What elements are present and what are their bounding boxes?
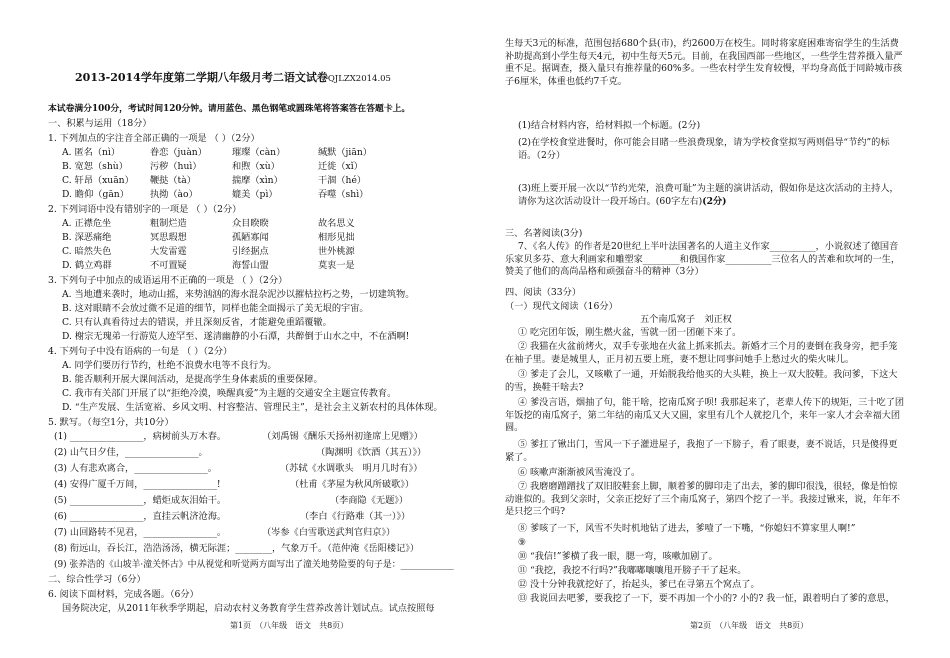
section-1-heading: 一、积累与运用（18分）	[48, 118, 152, 129]
question-2-option-cell: B. 深恶痛绝	[62, 232, 112, 243]
question-1-option-cell: 眷恋（juàn）	[150, 147, 207, 158]
question-1-option-cell: 鞭挞（tà）	[150, 175, 196, 186]
question-5-stem: 5. 默写。（每空1分，共10分）	[48, 417, 174, 428]
exam-title-text: 2013-2014学年度第二学期八年级月考二语文试卷	[75, 71, 328, 84]
recitation-line: (1) ________________，病树前头万木春。	[54, 431, 227, 442]
question-1-option-cell: 璀璨（càn）	[232, 147, 286, 158]
question-2-option-cell: C. 暗然失色	[62, 246, 112, 257]
question-2-option-cell: A. 正襟危坐	[62, 218, 112, 229]
essay-paragraph: ① 吃完团年饭，刚生燃火盆，雪就一团一团砸下来了。	[517, 327, 742, 338]
sub-question-2: (2)在学校食堂进餐时，你可能会目睹一些浪费现象，请为学校食堂拟写两则倡导“节约”的标语。（2分）	[518, 137, 890, 161]
question-1-option-cell: 执拗（ào）	[150, 189, 198, 200]
exam-title	[48, 70, 418, 86]
question-3-option: B. 这对眼睛不会放过微不足道的细节，同样也能全面揭示了美无垠的宇宙。	[62, 303, 369, 314]
question-2-option-cell: 大发雷霆	[150, 246, 187, 257]
question-1-option-cell: D. 瞻仰（gān）	[62, 189, 129, 200]
question-3-option: A. 当地遭来袭时，地动山摇，来势汹汹的海水混杂泥沙以摧枯拉朽之势，一切建筑物。	[62, 289, 415, 300]
recitation-line: (6) ________________，直挂云帆济沧海。	[54, 511, 227, 522]
subsection-modern-reading: （一）现代文阅读（16分）	[505, 301, 618, 312]
essay-paragraph: ⑪ “我挖，我挖不行吗?”我嘟嘟嚷嚷甩开膀子干了起来。	[517, 565, 747, 576]
question-2-option-cell: 孤陋寡闻	[232, 232, 269, 243]
essay-paragraph: ⑩ “我信!”爹横了我一眼，腮一弯，咳嗽加剧了。	[517, 551, 718, 562]
essay-paragraph: ② 我猫在火盆前烤火，双手专张地在火盆上抓来抓去。新婚才三个月的妻倒在我身旁，把手笼在袖子里。妻是城里人，正月初五要上班，妻不想让同事问她手上愁过火的柴火味儿。	[505, 341, 898, 365]
recitation-source: （岑参《白雪歌送武判官归京》）	[262, 527, 396, 538]
recitation-line: (7) 山回路转不见君，________________。	[54, 527, 227, 538]
question-4-option: D. “生产发展、生活宽裕、乡风文明、村容整洁、管理民主”，是社会主义新农村的具体体现。	[62, 402, 443, 413]
recitation-line: (2) 山气日夕佳，________________。	[54, 447, 208, 458]
section-4-heading: 四、阅读（33分）	[505, 287, 582, 298]
question-4-option: A. 同学们要历行节约，杜绝不浪费水电等不良行为。	[62, 360, 277, 371]
recitation-line: (9) 张养浩的《山坡羊·潼关怀古》中从视觉和听觉两方面写出了潼关地势险要的句子是：____________	[54, 560, 454, 570]
question-2-option-cell: 引经据点	[232, 246, 269, 257]
question-4-stem: 4. 下列句子中没有语病的一句是 （ ）（2分）	[48, 346, 233, 357]
question-1-option-cell: B. 宽恕（shù）	[62, 161, 128, 172]
question-1-option-cell: 迁徙（xǐ）	[318, 161, 363, 172]
essay-paragraph: ⑥ 咳嗽声渐渐被风雪淹没了。	[517, 467, 641, 478]
question-1-stem: 1. 下列加点的字注音全部正确的一项是 （ ）（2分）	[48, 133, 260, 144]
question-2-option-cell: 众目睽睽	[232, 218, 269, 229]
question-2-option-cell: 海誓山盟	[232, 260, 269, 271]
essay-paragraph: ⑨	[517, 537, 527, 548]
question-6-stem: 6. 阅读下面材料，完成各题。（6分）	[48, 589, 199, 600]
question-2-option-cell: 不可置疑	[150, 260, 187, 271]
recitation-line: (4) 安得广厦千万间，________________!	[54, 479, 221, 490]
question-4-option: C. 我市有关部门开展了以“拒绝冷漠，唤醒真爱”为主题的交通安全主题宣传教育。	[62, 388, 397, 399]
question-2-option-cell: 粗制烂造	[150, 218, 187, 229]
question-2-option-cell: 相形见拙	[318, 232, 355, 243]
material-paragraph: 生每天3元的标准，范围包括680个县(市)，约2600万在校生。同时将家庭困难寄宿学生的生活费补助提高到小学生每天4元，初中生每天5元。目前，在我国西部一些地区，一些学生营养摄入量严重不足。据调查，摄入量只有推荐量的60%多。一些农村学生发育较慢，平均身高低于同龄城市孩子6厘米，体重也低约7千克。	[505, 38, 903, 88]
essay-paragraph: ⑬ 我说回去吧爹，要我挖了一下，要不再加一个小的? 小的? 我一怔，跟着明白了爹的意思，	[517, 593, 895, 604]
sub-question-1: (1)结合材料内容，给材料拟一个标题。(2分)	[518, 120, 701, 131]
recitation-source: （陶渊明《饮酒（其五）》）	[316, 447, 427, 458]
question-2-option-cell: 世外桃源	[318, 246, 355, 257]
essay-paragraph: ④ 爹没言语，烟抽了句，能干啥，挖南瓜窝子呗! 我那起来了，老辈人传下的规矩，三十吃了团年饭挖的南瓜窝子，第二年结的南瓜又大又圆，家里有几个人就挖几个，来年一家人才会幸福大团圆。	[505, 397, 905, 434]
sub-question-3-text: (3)班上要开展一次以“节约光荣，浪费可耻”为主题的演讲活动，假如你是这次活动的主持人，请你为这次活动设计一段开场白。(60字左右)	[518, 183, 899, 207]
essay-paragraph: ⑫ 没十分钟我就挖好了，抬起头，爹已在寻第五个窝点了。	[517, 579, 760, 590]
sub-question-3-score: (2分)	[702, 195, 727, 207]
recitation-line: (5) ________________，蜡炬成灰泪始干。	[54, 495, 227, 506]
question-1-option-cell: 污秽（huì）	[150, 161, 202, 172]
question-1-option-cell: 和煦（xù）	[232, 161, 280, 172]
question-7: 7、《名人传》的作者是20世纪上半叶法国著名的人道主义作家__________，小说叙述了德国音乐家贝多芬、意大利画家和雕塑家________和俄国作家__________三位名人的苦难和坎坷的一生，赞美了他们的高尚品格和顽强奋斗的精神（3分）	[505, 241, 901, 278]
essay-title: 五个南瓜窝子 刘正权	[640, 314, 732, 325]
question-1-option-cell: 吞噬（shì）	[318, 189, 369, 200]
question-1-option-cell: 干涸（hé）	[318, 175, 367, 186]
footer-page-1: 第1页 （八年级 语文 共8页）	[230, 621, 349, 630]
question-3-option: D. 榭宗无瑰弟一行游览人迹罕至、遂清幽静的小石潭，共醉倒于山水之中，不在酒啊!	[62, 331, 410, 342]
question-2-option-cell: 故名思义	[318, 218, 355, 229]
recitation-line: (3) 人有悲欢离合，________________。	[54, 463, 217, 474]
question-1-option-cell: 缄默（jiān）	[318, 147, 372, 158]
question-1-option-cell: C. 轩昂（xuān）	[62, 175, 134, 186]
question-2-option-cell: 冥思瑕想	[150, 232, 187, 243]
recitation-source: （李商隐《无题》）	[330, 495, 409, 506]
recitation-source: （杜甫《茅屋为秋风所破歌》）	[290, 479, 415, 490]
essay-paragraph: ⑦ 我磨磨蹭蹭找了双旧胶鞋套上脚，顺着爹的脚印走了出去，爹的脚印很浅，很轻，像是怕惊动谁似的。我到父亲时，父亲正挖好了三个南瓜窝子，第四个挖了一半。我接过锹来，说，年年不是只挖三个吗?	[505, 481, 901, 518]
question-3-option: C. 只有认真看待过去的错误，并且深刻反省，才能避免重蹈覆辙。	[62, 317, 332, 328]
exam-code: QJLZX2014.05	[327, 74, 391, 84]
recitation-source: （刘禹锡《酬乐天扬州初逢席上见赠》）	[262, 431, 423, 442]
sub-question-3	[518, 183, 903, 208]
recitation-source: （苏轼《水调歌头 明月几时有》）	[280, 463, 423, 474]
essay-paragraph: ⑤ 爹扛了锹出门，雪风一下子灌进屋子，我抱了一下膀子，看了眼妻，妻不说话，只是傻得更紧了。	[505, 439, 898, 463]
question-2-option-cell: 莫衷一是	[318, 260, 355, 271]
essay-paragraph: ⑧ 爹咳了一下，风雪不失时机地钻了进去，爹噎了一下嘴，“你媳妇不算家里人啊!”	[517, 523, 856, 534]
question-2-stem: 2. 下列词语中没有错别字的一项是 （ ）（2分）	[48, 204, 242, 215]
recitation-line: (8) 衔远山，吞长江，浩浩汤汤，横无际涯；________，气象万千。（范仲淹《岳阳楼记》）	[54, 543, 420, 554]
question-1-option-cell: 媲美（pì）	[232, 189, 278, 200]
question-3-stem: 3. 下列句子中加点的成语运用不正确的一项是 （ ）（2分）	[48, 275, 288, 286]
exam-notice: 本试卷满分100分，考试时间120分钟。请用蓝色、黑色钢笔或圆珠笔将答案答在答题卡上。	[48, 104, 411, 114]
question-4-option: B. 能否顺利开展大课间活动，是提高学生身体素质的重要保障。	[62, 374, 323, 385]
footer-page-2: 第2页 （八年级 语文 共8页）	[690, 621, 809, 630]
question-6-material: 国务院决定，从2011年秋季学期起，启动农村义务教育学生营养改善计划试点。试点按照每	[62, 603, 435, 614]
recitation-source: （李白《行路难（其一）》）	[300, 511, 411, 522]
section-3-heading: 三、名著阅读(3分)	[505, 228, 583, 239]
section-2-heading: 二、综合性学习（6分）	[48, 574, 146, 585]
question-2-option-cell: D. 鹤立鸡群	[62, 260, 112, 271]
question-1-option-cell: A. 匿名（nì）	[62, 147, 121, 158]
essay-paragraph: ③ 爹走了会儿，又咳嗽了一通，开始脱我给他买的大头鞋，换上一双大胶鞋。我问爹，下这大的雪，换鞋干啥去?	[505, 369, 898, 393]
question-1-option-cell: 揣摩（xìn）	[232, 175, 283, 186]
